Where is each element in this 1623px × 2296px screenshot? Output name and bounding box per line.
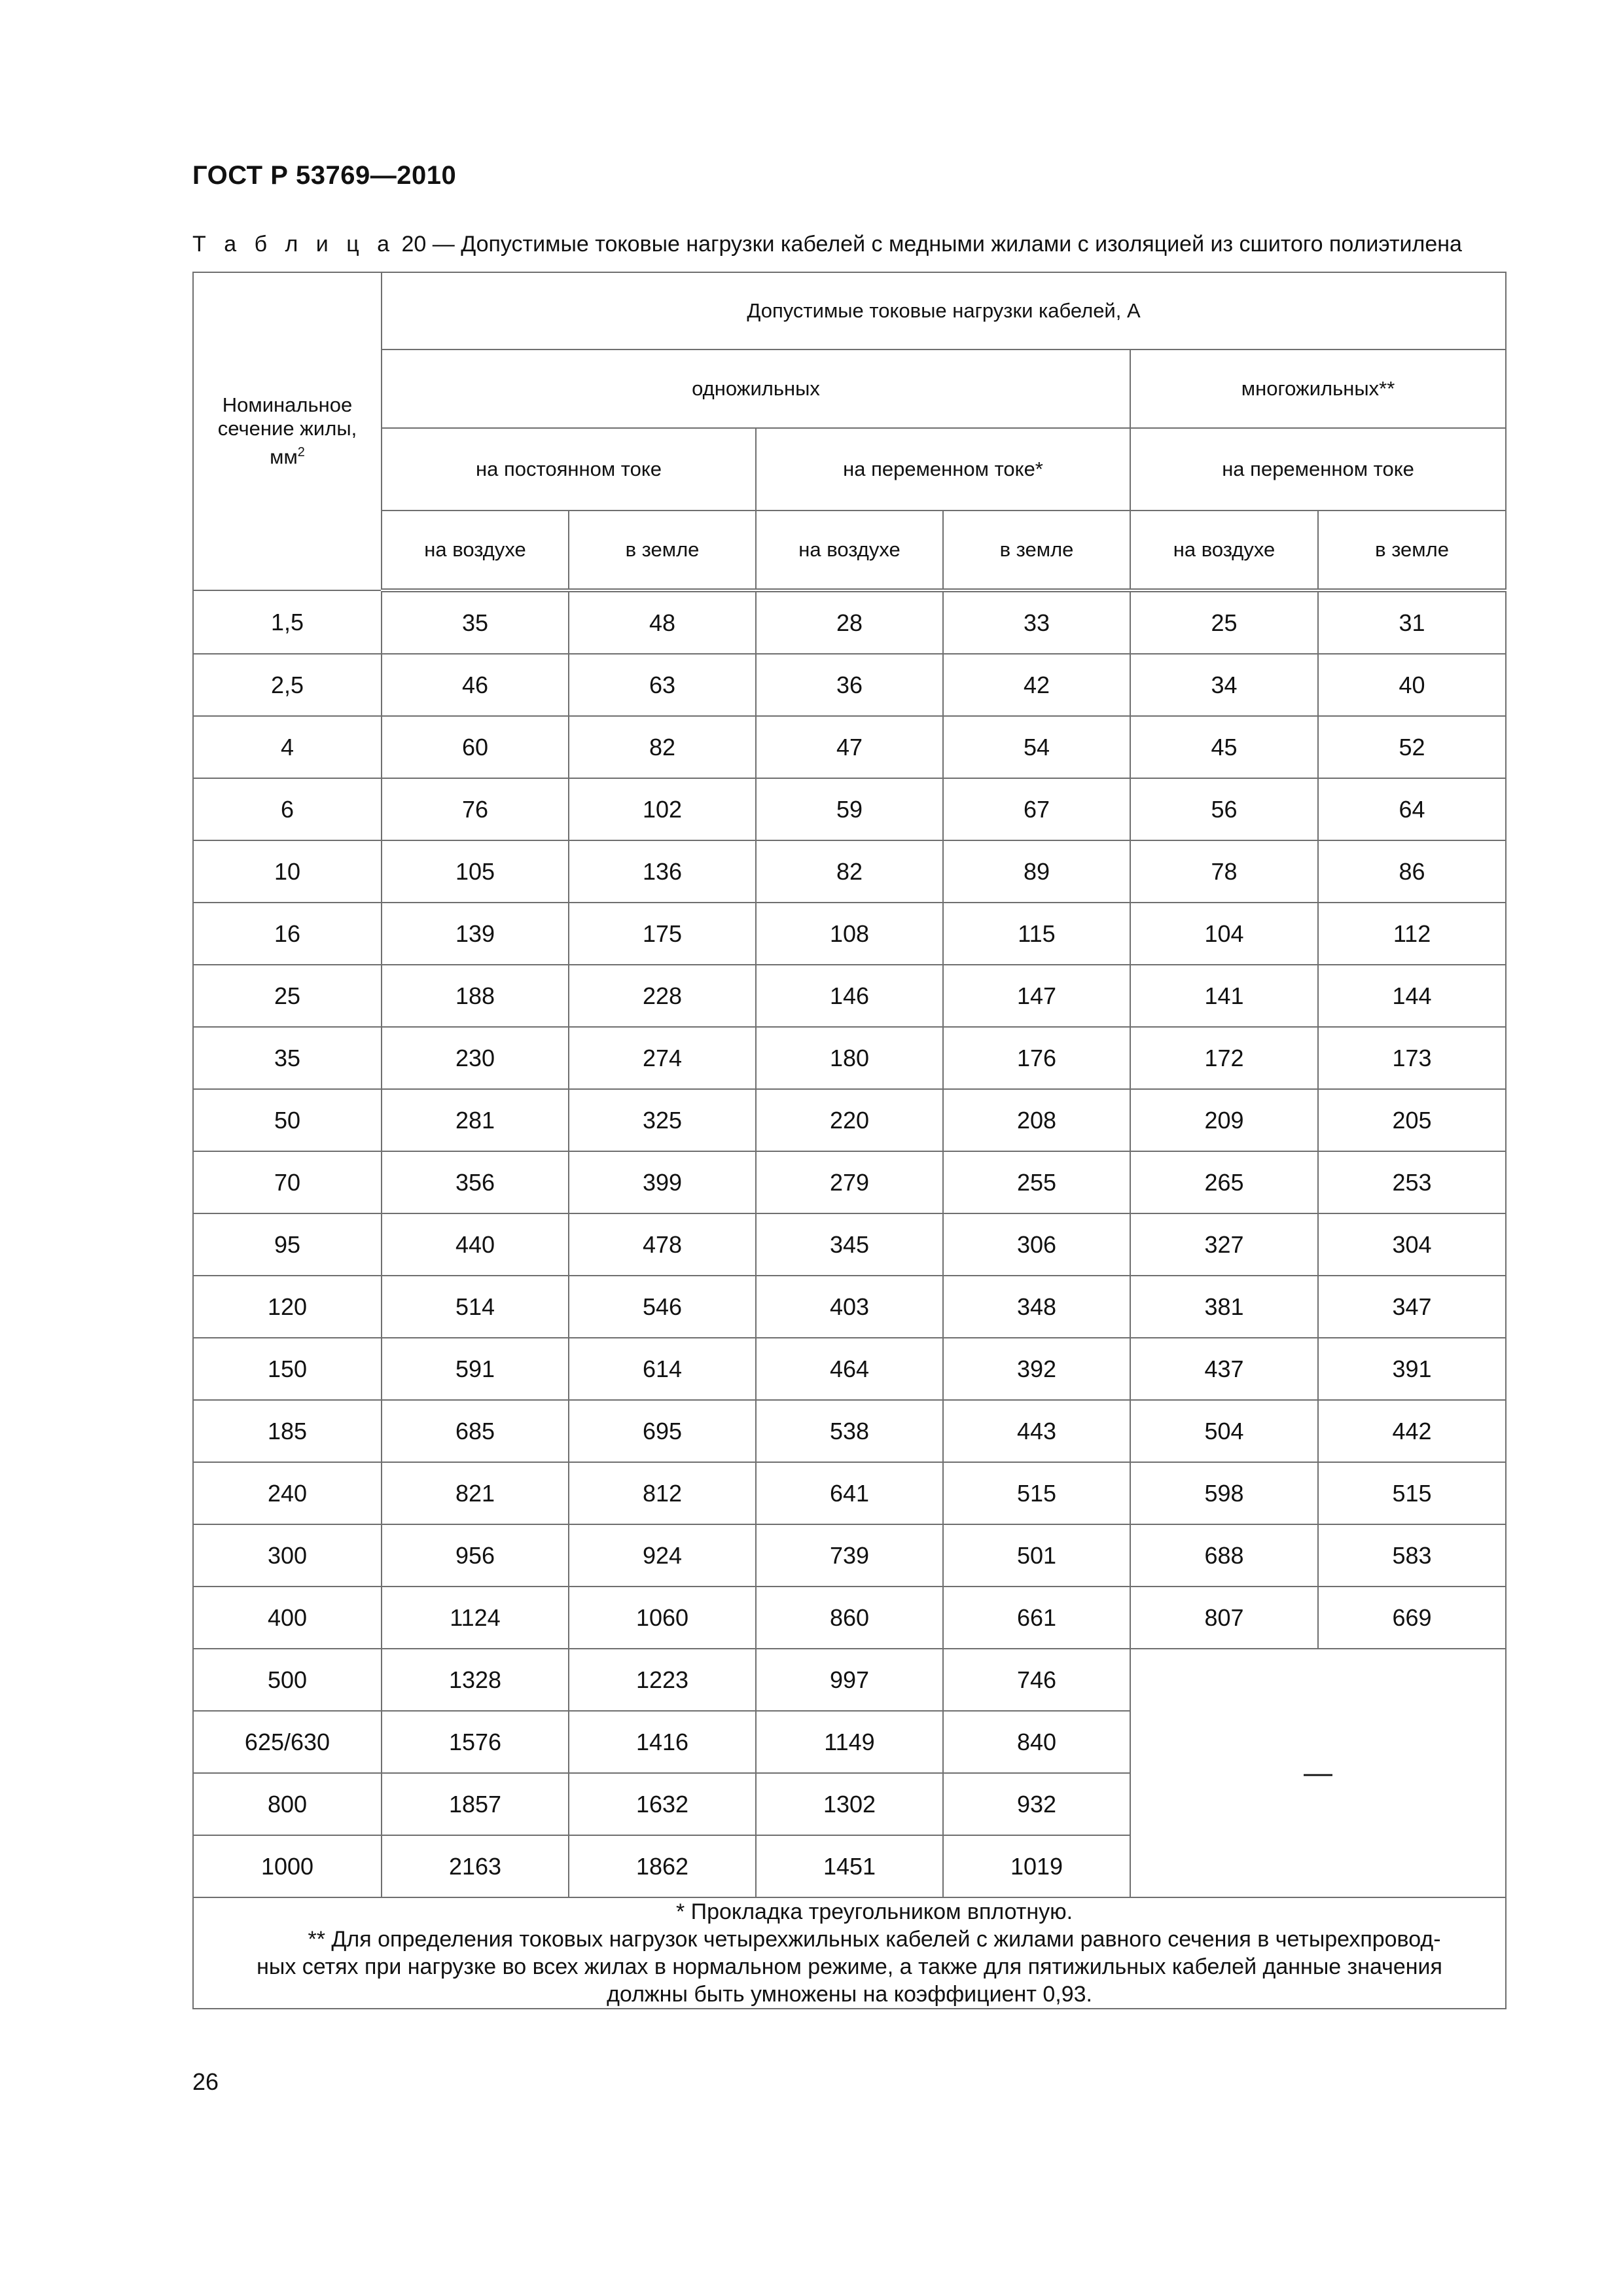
cell-value: 515 <box>943 1462 1130 1524</box>
row-header-cross-section <box>193 272 382 590</box>
table-row <box>193 778 1506 840</box>
cell-value: 144 <box>1318 965 1506 1027</box>
cell-value: 538 <box>756 1400 943 1462</box>
row-header-unit: мм <box>270 445 298 469</box>
cell-value: 205 <box>1318 1089 1506 1151</box>
cell-value: 82 <box>756 840 943 903</box>
cell-value: 860 <box>756 1587 943 1649</box>
row-header-unit-exp: 2 <box>297 445 305 460</box>
cell-value: 64 <box>1318 778 1506 840</box>
table-row <box>193 1524 1506 1587</box>
cell-value: 403 <box>756 1276 943 1338</box>
table-row <box>193 1338 1506 1400</box>
cell-value: 56 <box>1130 778 1318 840</box>
cell-value: 230 <box>382 1027 569 1089</box>
cell-value: 141 <box>1130 965 1318 1027</box>
table-row <box>193 1151 1506 1213</box>
cell-value: 1862 <box>569 1835 756 1897</box>
cell-value: 1632 <box>569 1773 756 1835</box>
cell-value: 172 <box>1130 1027 1318 1089</box>
table-row <box>193 590 1506 654</box>
cell-value: 932 <box>943 1773 1130 1835</box>
row-header-line-1: Номинальное <box>222 393 353 417</box>
cell-value: 279 <box>756 1151 943 1213</box>
cell-value: 997 <box>756 1649 943 1711</box>
header-col-ground: в земле <box>1318 511 1506 590</box>
cell-value: 35 <box>382 590 569 654</box>
cell-value: 105 <box>382 840 569 903</box>
cell-value: 47 <box>756 716 943 778</box>
cell-cross-section: 500 <box>193 1649 382 1711</box>
cell-value: 381 <box>1130 1276 1318 1338</box>
cell-value: 840 <box>943 1711 1130 1773</box>
cell-value: 304 <box>1318 1213 1506 1276</box>
cell-value: 1223 <box>569 1649 756 1711</box>
cell-value: 42 <box>943 654 1130 716</box>
page-number: 26 <box>192 2068 219 2095</box>
table-row <box>193 1587 1506 1649</box>
cell-value: 220 <box>756 1089 943 1151</box>
table-row <box>193 903 1506 965</box>
cell-cross-section: 70 <box>193 1151 382 1213</box>
cell-value: 614 <box>569 1338 756 1400</box>
cell-value: 281 <box>382 1089 569 1151</box>
cell-value: 48 <box>569 590 756 654</box>
cell-value: 583 <box>1318 1524 1506 1587</box>
cell-cross-section: 800 <box>193 1773 382 1835</box>
cell-value: 739 <box>756 1524 943 1587</box>
document-title: ГОСТ Р 53769—2010 <box>192 161 457 190</box>
cell-value: 1124 <box>382 1587 569 1649</box>
cell-value: 25 <box>1130 590 1318 654</box>
cell-value: 356 <box>382 1151 569 1213</box>
cell-value: 255 <box>943 1151 1130 1213</box>
cell-value: 514 <box>382 1276 569 1338</box>
cell-value: 63 <box>569 654 756 716</box>
cell-value: 40 <box>1318 654 1506 716</box>
note-2-cont: ных сетях при нагрузке во всех жилах в нормальном режиме, а также для пятижильных кабелей данные значения <box>257 1954 1442 1979</box>
cell-value: 274 <box>569 1027 756 1089</box>
cell-value: 327 <box>1130 1213 1318 1276</box>
cell-value: 812 <box>569 1462 756 1524</box>
cell-value: 688 <box>1130 1524 1318 1587</box>
table-row <box>193 1400 1506 1462</box>
cell-value: 1857 <box>382 1773 569 1835</box>
cell-value: 59 <box>756 778 943 840</box>
cell-value: 34 <box>1130 654 1318 716</box>
cell-value: 45 <box>1130 716 1318 778</box>
cell-value: 108 <box>756 903 943 965</box>
cell-cross-section: 300 <box>193 1524 382 1587</box>
cell-value: 515 <box>1318 1462 1506 1524</box>
table-row <box>193 654 1506 716</box>
cell-value: 345 <box>756 1213 943 1276</box>
cell-value: 253 <box>1318 1151 1506 1213</box>
cell-value: 821 <box>382 1462 569 1524</box>
cell-value: 591 <box>382 1338 569 1400</box>
cell-cross-section: 1000 <box>193 1835 382 1897</box>
cell-value: 443 <box>943 1400 1130 1462</box>
cell-value: 82 <box>569 716 756 778</box>
cell-value: 52 <box>1318 716 1506 778</box>
cell-value: 112 <box>1318 903 1506 965</box>
caption-text: 20 — Допустимые токовые нагрузки кабелей с медными жилами с изоляцией из сшитого полиэтилена <box>395 232 1462 257</box>
table-row <box>193 1649 1506 1711</box>
cell-value: 104 <box>1130 903 1318 965</box>
cell-value: 478 <box>569 1213 756 1276</box>
cell-value: 89 <box>943 840 1130 903</box>
cell-value: 31 <box>1318 590 1506 654</box>
cell-cross-section: 150 <box>193 1338 382 1400</box>
cell-value: 180 <box>756 1027 943 1089</box>
cell-value: 695 <box>569 1400 756 1462</box>
cell-value: 348 <box>943 1276 1130 1338</box>
cell-value: 102 <box>569 778 756 840</box>
cell-cross-section: 120 <box>193 1276 382 1338</box>
header-col-air: на воздухе <box>1130 511 1318 590</box>
table-row <box>193 1213 1506 1276</box>
row-header-line-2: сечение жилы, <box>217 417 357 440</box>
cell-value: 33 <box>943 590 1130 654</box>
cell-cross-section: 1,5 <box>193 590 382 654</box>
cell-value: 392 <box>943 1338 1130 1400</box>
cell-value: 188 <box>382 965 569 1027</box>
cell-value: 685 <box>382 1400 569 1462</box>
cell-cross-section: 50 <box>193 1089 382 1151</box>
cell-value: 228 <box>569 965 756 1027</box>
table-notes <box>193 1897 1506 2009</box>
table-row <box>193 716 1506 778</box>
cell-value: 1060 <box>569 1587 756 1649</box>
cell-value: 209 <box>1130 1089 1318 1151</box>
header-multi-core: многожильных** <box>1130 350 1506 428</box>
cell-value: 115 <box>943 903 1130 965</box>
table-row <box>193 965 1506 1027</box>
cell-value: 325 <box>569 1089 756 1151</box>
cell-value: 147 <box>943 965 1130 1027</box>
cell-value: 956 <box>382 1524 569 1587</box>
cell-value: 28 <box>756 590 943 654</box>
cell-value: 86 <box>1318 840 1506 903</box>
cell-cross-section: 25 <box>193 965 382 1027</box>
cell-value: 641 <box>756 1462 943 1524</box>
cell-value: 661 <box>943 1587 1130 1649</box>
note-2-end: должны быть умножены на коэффициент 0,93. <box>607 1982 1092 2007</box>
header-dc: на постоянном токе <box>382 428 756 511</box>
header-permissible-loads: Допустимые токовые нагрузки кабелей, А <box>382 272 1506 350</box>
cell-value: 746 <box>943 1649 1130 1711</box>
cell-cross-section: 10 <box>193 840 382 903</box>
cell-value: 2163 <box>382 1835 569 1897</box>
header-col-ground: в земле <box>943 511 1130 590</box>
cell-value: 306 <box>943 1213 1130 1276</box>
cell-cross-section: 4 <box>193 716 382 778</box>
cell-value: 399 <box>569 1151 756 1213</box>
cell-value: 1416 <box>569 1711 756 1773</box>
ampacity-table <box>192 272 1507 2009</box>
table-body <box>193 590 1506 1897</box>
header-col-air: на воздухе <box>382 511 569 590</box>
cell-value: 1149 <box>756 1711 943 1773</box>
cell-value: 546 <box>569 1276 756 1338</box>
cell-value: 1576 <box>382 1711 569 1773</box>
cell-cross-section: 240 <box>193 1462 382 1524</box>
caption-prefix: Т а б л и ц а <box>192 232 396 257</box>
cell-value: 501 <box>943 1524 1130 1587</box>
note-1: * Прокладка треугольником вплотную. <box>676 1899 1073 1924</box>
cell-value: 60 <box>382 716 569 778</box>
cell-value: 598 <box>1130 1462 1318 1524</box>
cell-value: 1451 <box>756 1835 943 1897</box>
cell-cross-section: 2,5 <box>193 654 382 716</box>
header-col-ground: в земле <box>569 511 756 590</box>
cell-value: 440 <box>382 1213 569 1276</box>
cell-cross-section: 625/630 <box>193 1711 382 1773</box>
cell-value: 78 <box>1130 840 1318 903</box>
cell-value: 176 <box>943 1027 1130 1089</box>
cell-value: 175 <box>569 903 756 965</box>
cell-value: 391 <box>1318 1338 1506 1400</box>
cell-not-applicable: — <box>1130 1649 1506 1897</box>
cell-cross-section: 185 <box>193 1400 382 1462</box>
table-row <box>193 840 1506 903</box>
cell-cross-section: 95 <box>193 1213 382 1276</box>
cell-cross-section: 400 <box>193 1587 382 1649</box>
header-ac-multi: на переменном токе <box>1130 428 1506 511</box>
cell-value: 669 <box>1318 1587 1506 1649</box>
table-row <box>193 1276 1506 1338</box>
cell-value: 46 <box>382 654 569 716</box>
table-caption <box>192 232 1462 257</box>
note-2: ** Для определения токовых нагрузок четырехжильных кабелей с жилами равного сечения в четырехпровод- <box>308 1927 1441 1952</box>
cell-value: 807 <box>1130 1587 1318 1649</box>
cell-value: 464 <box>756 1338 943 1400</box>
cell-value: 67 <box>943 778 1130 840</box>
cell-value: 139 <box>382 903 569 965</box>
cell-value: 504 <box>1130 1400 1318 1462</box>
table-row <box>193 1027 1506 1089</box>
cell-value: 1328 <box>382 1649 569 1711</box>
header-ac-single: на переменном токе* <box>756 428 1130 511</box>
table-row <box>193 1462 1506 1524</box>
cell-value: 265 <box>1130 1151 1318 1213</box>
cell-value: 136 <box>569 840 756 903</box>
cell-value: 173 <box>1318 1027 1506 1089</box>
cell-cross-section: 35 <box>193 1027 382 1089</box>
cell-value: 54 <box>943 716 1130 778</box>
table-row <box>193 1089 1506 1151</box>
cell-value: 347 <box>1318 1276 1506 1338</box>
cell-value: 1302 <box>756 1773 943 1835</box>
cell-value: 36 <box>756 654 943 716</box>
cell-value: 1019 <box>943 1835 1130 1897</box>
cell-value: 442 <box>1318 1400 1506 1462</box>
cell-value: 208 <box>943 1089 1130 1151</box>
header-single-core: одножильных <box>382 350 1130 428</box>
cell-value: 437 <box>1130 1338 1318 1400</box>
cell-cross-section: 16 <box>193 903 382 965</box>
header-col-air: на воздухе <box>756 511 943 590</box>
cell-value: 924 <box>569 1524 756 1587</box>
cell-cross-section: 6 <box>193 778 382 840</box>
cell-value: 146 <box>756 965 943 1027</box>
cell-value: 76 <box>382 778 569 840</box>
